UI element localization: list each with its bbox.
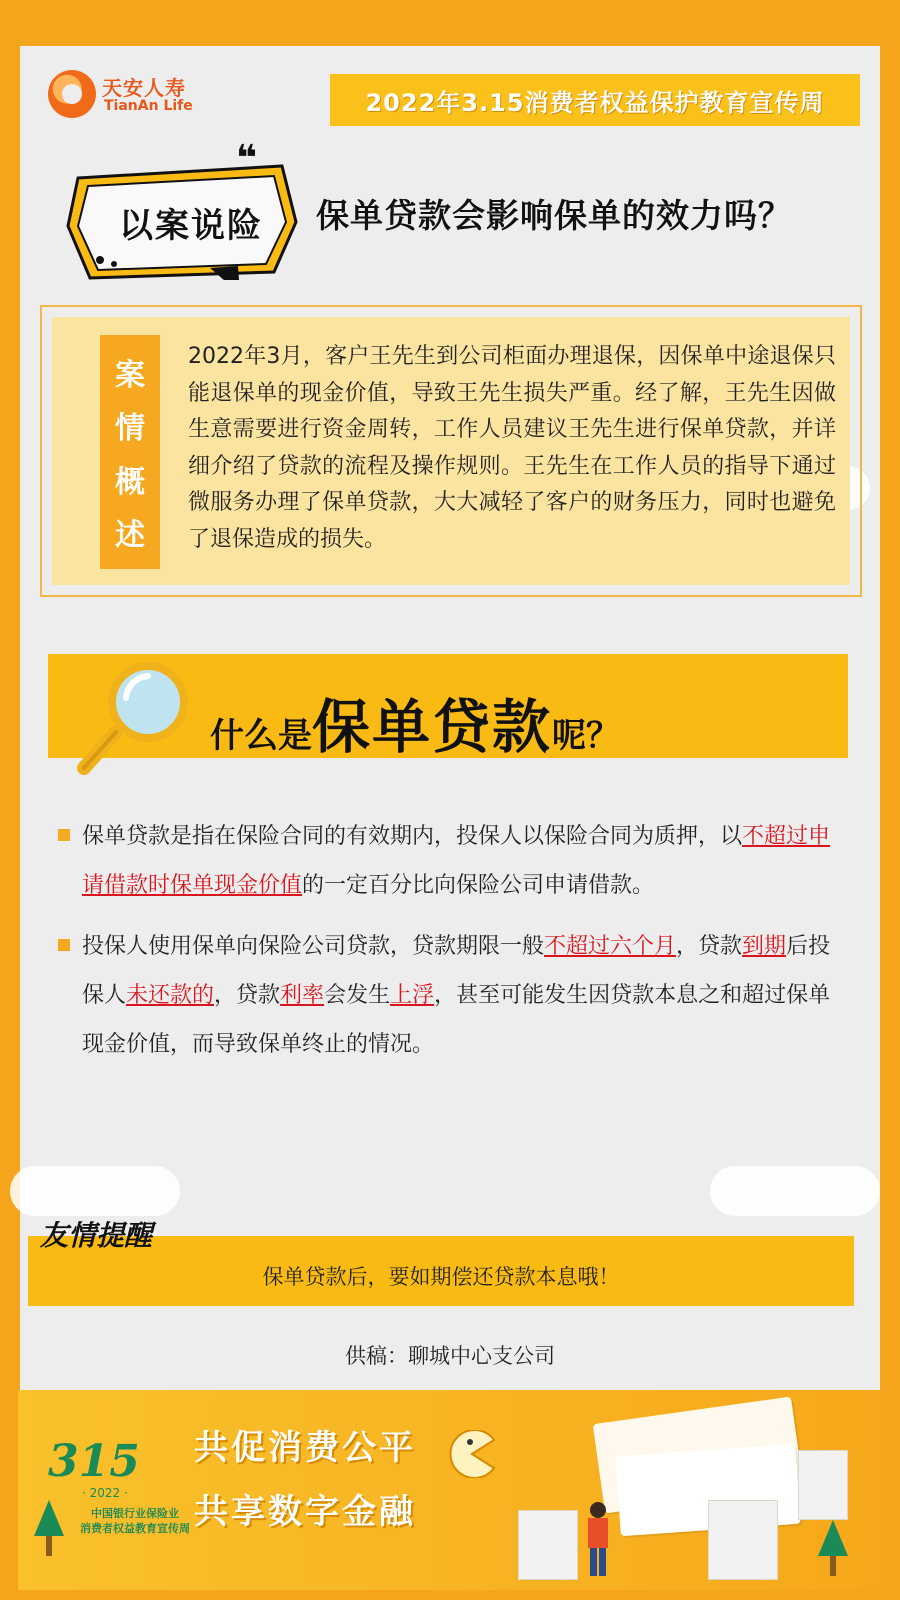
block-illustration xyxy=(708,1500,778,1580)
bullet-highlight: 到期 xyxy=(742,934,787,959)
bullet-text: ，贷款 xyxy=(214,983,281,1008)
case-label-char: 案 xyxy=(115,358,145,394)
cloud-decoration xyxy=(710,1166,880,1216)
footer-org-line2: 消费者权益教育宣传周 xyxy=(80,1522,190,1535)
bullet-text: 会发生 xyxy=(324,983,391,1008)
bullet-text: ，贷款 xyxy=(676,934,743,959)
logo-chinese: 天安人寿 xyxy=(102,76,186,100)
badge-label: 以案说险 xyxy=(119,206,263,246)
magnifier-icon xyxy=(74,660,204,780)
case-label-char: 概 xyxy=(115,464,145,500)
footer-banner xyxy=(18,1390,882,1590)
tree-icon xyxy=(818,1520,848,1580)
pacman-icon xyxy=(448,1430,496,1478)
footer-315-logo: 315 xyxy=(48,1436,140,1487)
footer-slogan-2: 共享数字金融 xyxy=(194,1492,416,1532)
case-summary-box xyxy=(40,305,862,597)
case-summary-label xyxy=(100,335,160,569)
tree-icon xyxy=(34,1500,64,1560)
logo-english: TianAn Life xyxy=(104,98,193,114)
section-title-prefix: 什么是 xyxy=(210,716,312,756)
bullet-icon xyxy=(58,829,70,841)
tianan-logo xyxy=(48,70,198,120)
bullet-text: ，甚至可能发生因贷款本息之和超过保单现金价值，而导致保单终止的情况。 xyxy=(82,983,831,1057)
footer-slogan-1: 共促消费公平 xyxy=(194,1428,416,1468)
bullet-icon xyxy=(58,939,70,951)
reminder-title: 友情提醒 xyxy=(40,1219,153,1252)
bullet-highlight: 上浮 xyxy=(390,983,435,1008)
bullet-text: 后投保人 xyxy=(82,934,831,1008)
contributor-credit: 供稿：聊城中心支公司 xyxy=(345,1344,555,1368)
bullet-text: 的一定百分比向保险公司申请借款。 xyxy=(302,873,655,898)
case-label-char: 述 xyxy=(115,517,145,553)
quote-icon: ❝ xyxy=(236,138,258,179)
campaign-banner: 2022年3.15消费者权益保护教育宣传周 xyxy=(330,74,860,126)
footer-year: · 2022 · xyxy=(82,1486,128,1500)
reminder-text: 保单贷款后，要如期偿还贷款本息哦！ xyxy=(262,1265,620,1289)
footer-org-line1: 中国银行业保险业 xyxy=(91,1507,179,1520)
bullet-text: 保单贷款是指在保险合同的有效期内，投保人以保险合同为质押，以 xyxy=(82,824,743,849)
block-illustration xyxy=(518,1510,578,1580)
bullet-highlight: 利率 xyxy=(280,983,325,1008)
bullet-highlight: 未还款的 xyxy=(126,983,215,1008)
logo-icon xyxy=(48,70,96,118)
list-item xyxy=(58,922,848,1069)
section-title-keyword: 保单贷款 xyxy=(312,693,553,761)
case-label-char: 情 xyxy=(115,411,145,447)
footer-org xyxy=(70,1506,200,1536)
bullet-highlight: 不超过申请借款时保单现金价值 xyxy=(82,824,831,898)
block-illustration xyxy=(798,1450,848,1520)
bullet-highlight: 不超过六个月 xyxy=(544,934,677,959)
definition-list xyxy=(58,812,848,1081)
bullet-text: 投保人使用保单向保险公司贷款，贷款期限一般 xyxy=(82,934,545,959)
person-illustration xyxy=(578,1500,618,1580)
case-summary-text: 2022年3月，客户王先生到公司柜面办理退保，因保单中途退保只能退保单的现金价值，导致王先生损失严重。经了解，王先生因做生意需要进行资金周转，工作人员建议王先生进行保单贷款，并详细介绍了贷款的流程及操作规则。王先生在工作人员的指导下通过微服务办理了保单贷款，大大减轻了客户的财务压力，同时也避免了退保造成的损失。 xyxy=(188,344,836,552)
case-summary-background xyxy=(52,317,850,585)
section-title-suffix: 呢？ xyxy=(552,716,621,756)
section-title xyxy=(210,680,620,764)
page-question: 保单贷款会影响保单的效力吗？ xyxy=(316,196,792,235)
case-badge xyxy=(60,150,310,290)
cloud-decoration xyxy=(10,1166,180,1216)
list-item xyxy=(58,812,848,910)
